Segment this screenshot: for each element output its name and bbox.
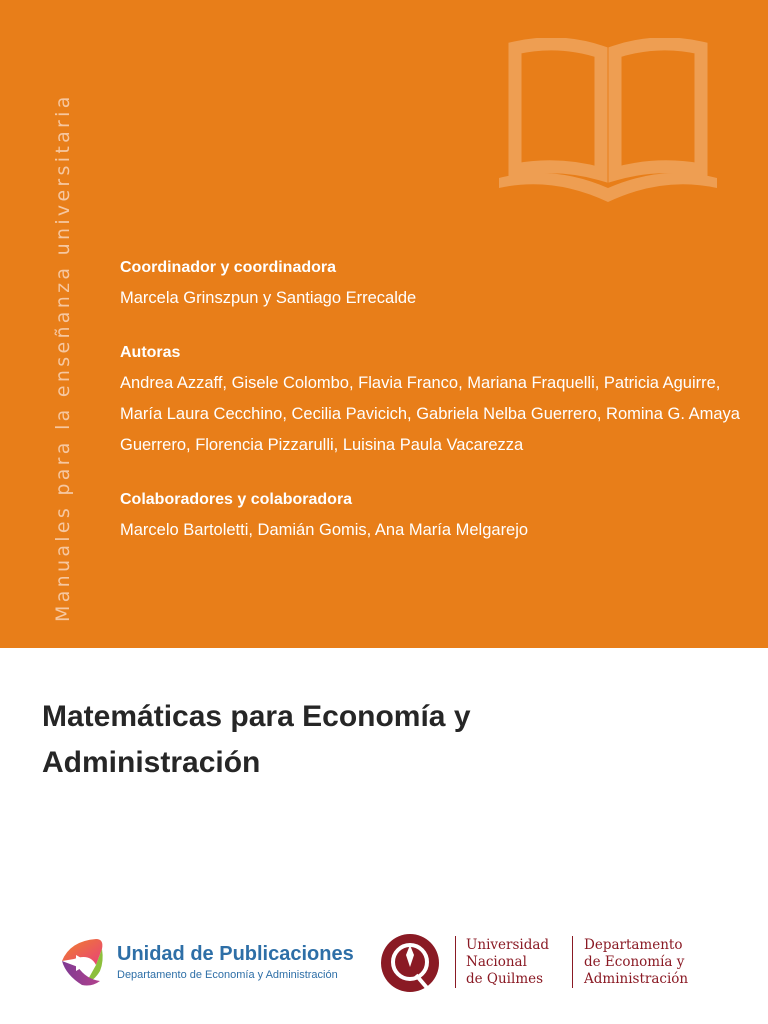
triangle-logo-icon: [56, 935, 104, 987]
university-department-line-1: Departamento: [584, 937, 683, 953]
publications-brand: [117, 942, 354, 983]
university-department-line-2: de Economía y: [584, 954, 685, 970]
university-divider-1: [455, 936, 456, 988]
book-title-line-2: Administración: [42, 746, 261, 779]
coordinators-heading: Coordinador y coordinadora: [120, 259, 337, 276]
university-department-line-3: Administración: [584, 971, 689, 987]
publications-department: Departamento de Economía y Administración: [117, 969, 338, 981]
book-title-line-1: Matemáticas para Economía y: [42, 700, 471, 733]
collaborators-block: [120, 484, 740, 546]
university-name: [466, 937, 549, 988]
university-department: [584, 937, 688, 988]
authors-heading: Autoras: [120, 344, 181, 361]
collaborators-heading: Colaboradores y colaboradora: [120, 491, 353, 508]
book-title: [42, 694, 722, 786]
series-label: Manuales para la enseñanza universitaria: [52, 93, 74, 622]
authors-block: [120, 337, 740, 461]
university-name-line-3: de Quilmes: [466, 971, 544, 987]
collaborators-names: Marcelo Bartoletti, Damián Gomis, Ana María Melgarejo: [120, 521, 529, 539]
coordinators-block: [120, 252, 740, 314]
university-name-line-1: Universidad: [466, 937, 550, 953]
open-book-icon: [497, 38, 719, 204]
coordinators-names: Marcela Grinszpun y Santiago Errecalde: [120, 289, 417, 307]
publications-name: Unidad de Publicaciones: [117, 943, 354, 965]
credits-section: [120, 252, 740, 569]
authors-names: Andrea Azzaff, Gisele Colombo, Flavia Franco, Mariana Fraquelli, Patricia Aguirre, María Laura Cecchino, Cecilia Pavicich, Gabriela Nelba Guerrero, Romina G. Amaya Guerrero, Florencia Pizzarulli, Luisina Paula Vacarezza: [120, 374, 740, 454]
university-divider-2: [572, 936, 573, 988]
university-name-line-2: Nacional: [466, 954, 527, 970]
q-seal-icon: [380, 933, 440, 993]
